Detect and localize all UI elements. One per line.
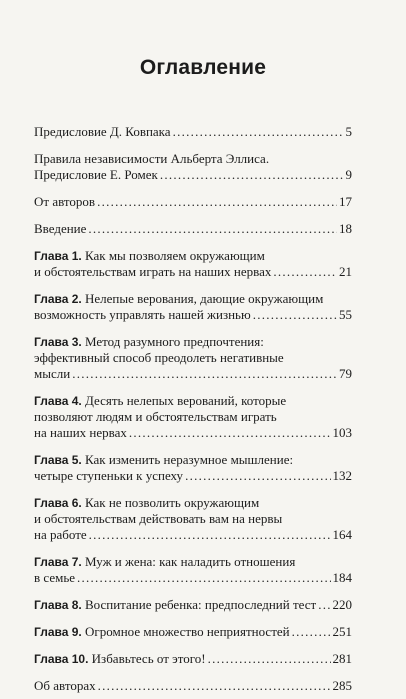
toc-entry-text: Глава 1. Как мы позволяем окружающим	[34, 248, 265, 263]
chapter-label: Глава 2.	[34, 292, 82, 306]
toc-entry[interactable]	[34, 495, 352, 543]
toc-entry-text: возможность управлять нашей жизнью	[34, 307, 251, 322]
toc-entry-line	[34, 366, 352, 382]
toc-entry-text: четыре ступеньки к успеху	[34, 468, 184, 483]
page-number: 18	[339, 221, 352, 236]
toc-entry[interactable]	[34, 291, 352, 323]
toc-entry-text: Глава 9. Огромное множество неприятностей	[34, 624, 290, 639]
toc-entry-line	[34, 334, 352, 350]
page-number: 9	[345, 167, 352, 182]
toc-entry-line	[34, 248, 352, 264]
dot-leader	[98, 678, 331, 694]
toc-entry-line	[34, 678, 352, 694]
dot-leader	[129, 425, 331, 441]
toc-entry-line	[34, 291, 352, 307]
page-title: Оглавление	[139, 56, 267, 79]
toc-entry[interactable]	[34, 678, 352, 694]
toc-entry[interactable]	[34, 248, 352, 280]
toc-entry-text: Об авторах	[34, 678, 96, 693]
toc-entry-text: Глава 6. Как не позволить окружающим	[34, 495, 260, 510]
toc-entry-line	[34, 350, 352, 366]
toc-entry[interactable]	[34, 124, 352, 140]
toc-entry-line	[34, 425, 352, 441]
chapter-label: Глава 10.	[34, 652, 89, 666]
toc-entry-line	[34, 597, 352, 613]
chapter-label: Глава 8.	[34, 598, 82, 612]
page-number: 17	[339, 194, 352, 209]
toc-entry-text: на наших нервах	[34, 425, 127, 440]
toc-entry-text: Глава 8. Воспитание ребенка: предпоследний тест	[34, 597, 317, 612]
toc-entry[interactable]	[34, 221, 352, 237]
toc-entry-text: От авторов	[34, 194, 96, 209]
chapter-label: Глава 3.	[34, 335, 82, 349]
toc-entry[interactable]	[34, 393, 352, 441]
page-number: 251	[332, 624, 352, 639]
toc-entry-text: на работе	[34, 527, 87, 542]
toc-entry-text: Глава 4. Десять нелепых верований, которые	[34, 393, 287, 408]
toc-entry-line	[34, 570, 352, 586]
dot-leader	[318, 597, 330, 613]
dot-leader	[292, 624, 331, 640]
toc-entry-line	[34, 221, 352, 237]
toc-entry[interactable]	[34, 651, 352, 667]
page-number: 164	[332, 527, 352, 542]
toc-entry-line	[34, 624, 352, 640]
chapter-label: Глава 7.	[34, 555, 82, 569]
toc-entry[interactable]	[34, 194, 352, 210]
toc-entry-line	[34, 495, 352, 511]
page-number: 21	[339, 264, 352, 279]
toc-entry[interactable]	[34, 151, 352, 183]
toc-entry-text: и обстоятельствам действовать вам на нервы	[34, 511, 283, 526]
dot-leader	[253, 307, 337, 323]
dot-leader	[97, 194, 337, 210]
chapter-label: Глава 6.	[34, 496, 82, 510]
toc-entry-line	[34, 651, 352, 667]
chapter-label: Глава 4.	[34, 394, 82, 408]
toc-entry[interactable]	[34, 624, 352, 640]
toc-entry[interactable]	[34, 597, 352, 613]
toc-entry-line	[34, 264, 352, 280]
dot-leader	[208, 651, 331, 667]
table-of-contents	[34, 124, 352, 694]
dot-leader	[72, 366, 337, 382]
chapter-label: Глава 1.	[34, 249, 82, 263]
toc-entry-text: Глава 2. Нелепые верования, дающие окружающим	[34, 291, 324, 306]
dot-leader	[77, 570, 330, 586]
dot-leader	[273, 264, 337, 280]
toc-entry-text: Глава 5. Как изменить неразумное мышление:	[34, 452, 294, 467]
toc-entry[interactable]	[34, 334, 352, 382]
toc-entry-text: Правила независимости Альберта Эллиса.	[34, 151, 270, 166]
toc-entry-text: позволяют людям и обстоятельствам играть	[34, 409, 277, 424]
toc-entry-text: мысли	[34, 366, 71, 381]
toc-entry-line	[34, 151, 352, 167]
page-number: 220	[332, 597, 352, 612]
toc-entry-line	[34, 307, 352, 323]
page-number: 5	[345, 124, 352, 139]
toc-entry[interactable]	[34, 554, 352, 586]
chapter-label: Глава 9.	[34, 625, 82, 639]
page-number: 285	[332, 678, 352, 693]
toc-entry-line	[34, 527, 352, 543]
toc-entry-text: Введение	[34, 221, 87, 236]
toc-entry-line	[34, 124, 352, 140]
toc-entry-line	[34, 393, 352, 409]
toc-entry[interactable]	[34, 452, 352, 484]
toc-entry-text: Глава 7. Муж и жена: как наладить отношения	[34, 554, 296, 569]
toc-entry-line	[34, 452, 352, 468]
toc-entry-text: и обстоятельствам играть на наших нервах	[34, 264, 272, 279]
toc-entry-text: Глава 10. Избавьтесь от этого!	[34, 651, 206, 666]
page-number: 132	[332, 468, 352, 483]
page-number: 55	[339, 307, 352, 322]
dot-leader	[185, 468, 330, 484]
dot-leader	[89, 527, 331, 543]
page-number: 281	[332, 651, 352, 666]
toc-entry-text: Предисловие Е. Ромек	[34, 167, 158, 182]
page-number: 184	[332, 570, 352, 585]
dot-leader	[88, 221, 337, 237]
toc-entry-line	[34, 194, 352, 210]
toc-entry-text: Глава 3. Метод разумного предпочтения:	[34, 334, 264, 349]
toc-entry-text: Предисловие Д. Ковпака	[34, 124, 171, 139]
toc-entry-line	[34, 167, 352, 183]
dot-leader	[173, 124, 344, 140]
toc-entry-line	[34, 554, 352, 570]
toc-entry-text: в семье	[34, 570, 76, 585]
chapter-label: Глава 5.	[34, 453, 82, 467]
dot-leader	[160, 167, 344, 183]
page-number: 79	[339, 366, 352, 381]
toc-entry-line	[34, 511, 352, 527]
page-number: 103	[332, 425, 352, 440]
toc-entry-text: эффективный способ преодолеть негативные	[34, 350, 284, 365]
toc-entry-line	[34, 409, 352, 425]
toc-entry-line	[34, 468, 352, 484]
